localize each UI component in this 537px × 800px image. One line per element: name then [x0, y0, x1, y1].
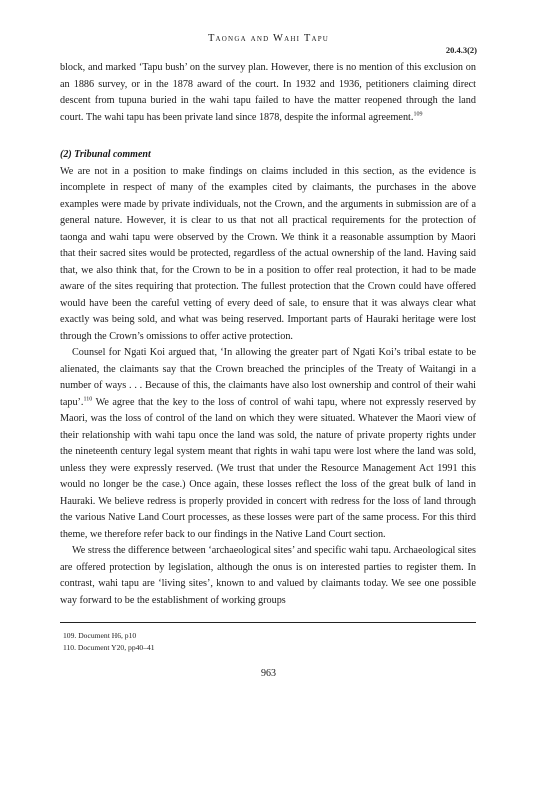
- footnote-109: 109. Document H6, p10: [63, 631, 137, 640]
- footnote-ref-110: 110: [83, 396, 93, 403]
- paragraph-3: We stress the difference between ‘archaeological sites’ and specific wahi tapu. Archaeological sites are offered protection by legislation, although the onus is on interested parties to register them. In contrast, wahi tapu are ‘living sites’, known to and valued by claimants today. We see one possible way forward to be the establishment of working groups: [60, 545, 476, 606]
- paragraph-2-quote: Counsel for Ngati Koi argued that, ‘In allowing the greater part of Ngati Koi’s tribal estate to be alienated, the claimants say that the Crown breached the principles of the Treaty of Waitangi in a number of ways . . . Because of this, the claimants have also lost ownership and control of their wahi tapu’.: [60, 347, 476, 408]
- paragraph-intro-text: block, and marked ‘Tapu bush’ on the survey plan. However, there is no mention of this exclusion on an 1886 survey, or in the 1878 award of the court. In 1932 and 1936, petitioners claiming direct descent from tupuna buried in the wahi tapu failed to have the matter reopened through the land court. The wahi tapu has been private land since 1878, despite the informal agreement.: [60, 62, 476, 123]
- section-heading: (2) Tribunal comment: [60, 149, 151, 160]
- footnote-ref-109: 109: [413, 111, 423, 118]
- paragraph-2: [60, 345, 476, 543]
- footnotes: [63, 630, 473, 654]
- section-number: 20.4.3(2): [445, 45, 477, 55]
- body-text: [60, 60, 476, 609]
- page-number: 963: [261, 668, 276, 679]
- paragraph-1: We are not in a position to make findings on claims included in this section, as the evidence is incomplete in respect of many of the examples cited by claimants, the purchases in the above examples were made by private individuals, not the Crown, and the arguments in submission are of a general nature. However, it is clear to us that not all practical requirements for the protection of taonga and wahi tapu were observed by the Crown. We think it a reasonable assumption by Maori that their sacred sites would be protected, regardless of the actual ownership of the land. Having said that, we also think that, for the Crown to be in a position to offer real protection, it had to be made aware of the sites requiring that protection. The fullest protection that the Crown could have offered would have been the careful vetting of every deed of sale, to ensure that it was always clear what exactly was being sold, and what was being reserved. Important parts of Hauraki heritage were lost through the Crown’s omissions to offer active protection.: [60, 165, 476, 342]
- footnote-110: 110. Document Y20, pp40–41: [63, 643, 155, 652]
- footnote-divider: [60, 622, 476, 623]
- paragraph-intro: [60, 60, 476, 126]
- paragraph-2-text: We agree that the key to the loss of control of wahi tapu, where not expressly reserved by Maori, was the loss of control of the land on which they were situated. Whatever the Maori view of their relationship with wahi tapu once the land was sold, the nature of private property rights under the nineteenth century legal system meant that rights in wahi tapu were lost where the land was sold, unless they were expressly reserved. (We trust that under the Resource Management Act 1991 this would no longer be the case.) Once again, these losses reflect the loss of the great bulk of land in Hauraki. We believe redress is properly provided in concert with redress for the loss of land through the various Native Land Court processes, as these losses were part of the same process. For this third theme, we therefore refer back to our findings in the Native Land Court section.: [60, 396, 476, 540]
- running-head: Taonga and Wahi Tapu: [207, 33, 330, 44]
